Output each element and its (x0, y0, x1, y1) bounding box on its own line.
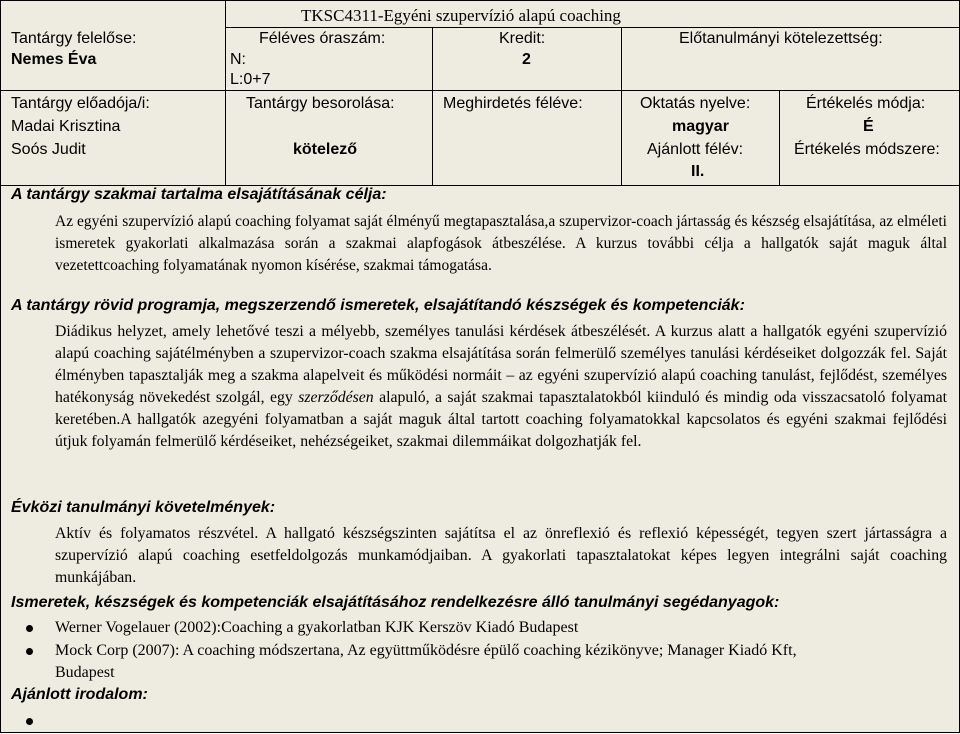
assessment-value: É (863, 118, 874, 135)
recommended-semester-label: Ajánlott félév: (647, 141, 744, 158)
announcement-label: Meghirdetés féléve: (443, 95, 583, 112)
program-text-part: Diádikus helyzet, amely lehetővé teszi a mélyebb, személyes tanulási kérdések átbeszélését. A kurzus alatt a hallgatók egyéni szupervízió alapú coaching sajátélményben a szupervizor-coach szakma elsajátítása során felmerülő személyes tanulási kérdéseiket dolgozzák fel. Saját élményben tapasztalják meg a szakma alapelveit és működési normáit – az egyéni szupervízió alapú coaching tanulást, fejlődést, személyes hatékonyság növekedést szolgál, egy (55, 323, 947, 406)
divider (621, 27, 622, 185)
classification-value: kötelező (293, 141, 358, 158)
bullet-icon (26, 718, 33, 725)
responsible-name: Nemes Éva (11, 51, 97, 68)
assessment-label: Értékelés módja: (806, 95, 926, 112)
literature-heading: Ajánlott irodalom: (11, 686, 148, 703)
materials-heading: Ismeretek, készségek és kompetenciák elsajátításához rendelkezésre álló tanulmányi segédanyagok: (11, 594, 780, 611)
material-item: Mock Corp (2007): A coaching módszertana, Az együttműködésre épülő coaching kézikönyve; Manager Kiadó Kft, (55, 642, 797, 659)
program-italic-word: szerződésen (298, 389, 374, 406)
lecturer-name: Madai Krisztina (11, 118, 121, 135)
assessment-method-label: Értékelés módszere: (794, 141, 940, 158)
divider (779, 90, 780, 185)
bullet-icon (26, 625, 33, 632)
divider (432, 27, 433, 185)
requirements-text: Aktív és folyamatos részvétel. A hallgató készségszinten sajátítsa el az önreflexió és reflexió képességét, tegyen szert jártasságra a szupervízió alapú coaching esetfeldolgozás munkamódjaiban. A gyakorlati tapasztalatokat képes legyen integrálni saját coaching munkájában. (55, 525, 947, 586)
goal-text: Az egyéni szupervízió alapú coaching folyamat saját élményű megtapasztalása,a szupervizor-coach jártasság és készség elsajátítása, az elméleti ismeretek gyakorlati alkalmazása során a szakmai alapfogások átbeszélése. A kurzus további célja a hallgatók saját maguk által vezetettcoaching folyamatának nyomon kísérése, szakmai támogatása. (55, 213, 947, 274)
classification-label: Tantárgy besorolása: (246, 95, 395, 112)
material-item: Werner Vogelauer (2002):Coaching a gyakorlatban KJK Kerszöv Kiadó Budapest (55, 619, 579, 636)
requirements-heading: Évközi tanulmányi követelmények: (11, 499, 276, 516)
course-title: TKSC4311-Egyéni szupervízió alapú coaching (301, 6, 621, 25)
program-heading: A tantárgy rövid programja, megszerzendő ismeretek, elsajátítandó készségek és kompetenciák: (11, 297, 745, 314)
program-text (55, 321, 947, 453)
responsible-label: Tantárgy felelőse: (11, 30, 137, 47)
l-value: L:0+7 (230, 71, 271, 88)
recommended-semester-value: II. (691, 163, 705, 180)
divider (225, 1, 226, 185)
goal-heading: A tantárgy szakmai tartalma elsajátításának célja: (11, 186, 387, 203)
prerequisite-label: Előtanulmányi kötelezettség: (679, 30, 883, 47)
bullet-icon (26, 648, 33, 655)
lecturer-label: Tantárgy előadója/i: (11, 95, 150, 112)
lecturer-name: Soós Judit (11, 141, 86, 158)
language-label: Oktatás nyelve: (640, 95, 751, 112)
material-item-continuation: Budapest (55, 664, 115, 681)
language-value: magyar (672, 118, 729, 135)
divider (225, 27, 959, 28)
credit-value: 2 (522, 51, 531, 68)
program-text-part: alapuló, a saját szakmai tapasztalatokból kiinduló és mindig oda visszacsatoló folyamat keretében.A hallgatók azegyéni folyamatban a saját maguk által tartott coaching folyamatokkal kapcsolatos és egyéni szakmai fejlődési útjuk folyamán felmerülő kérdéseiket, nehézségeiket, szakmai dilemmáikat dolgozhatják fel. (55, 389, 947, 450)
n-label: N: (230, 51, 246, 68)
divider (1, 90, 959, 91)
credit-label: Kredit: (499, 30, 546, 47)
semester-hours-label: Féléves óraszám: (259, 30, 386, 47)
